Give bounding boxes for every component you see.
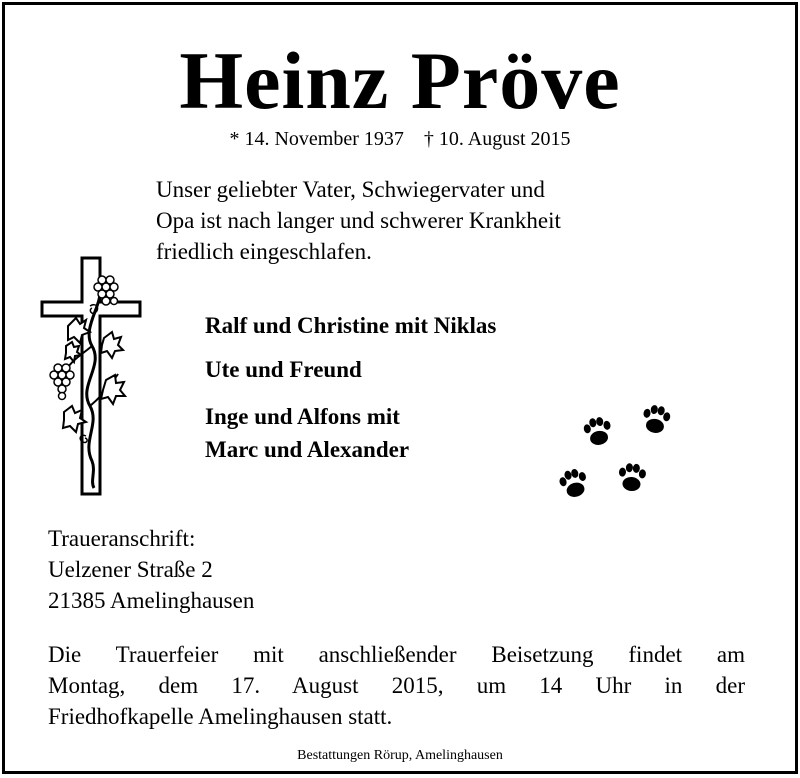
funeral-service-text	[48, 639, 745, 732]
address-label: Traueranschrift:	[48, 526, 196, 551]
family-line: Inge und Alfons mit	[205, 404, 400, 429]
intro-line: friedlich eingeschlafen.	[156, 239, 372, 264]
birth-date: * 14. November 1937	[229, 128, 404, 150]
family-line: Ute und Freund	[205, 357, 362, 382]
intro-text	[156, 174, 676, 267]
address-city: 21385 Amelinghausen	[48, 588, 255, 613]
family-line: Marc und Alexander	[205, 437, 410, 462]
intro-line: Opa ist nach langer und schwerer Krankheit	[156, 208, 561, 233]
intro-line: Unser geliebter Vater, Schwiegervater und	[156, 177, 545, 202]
deceased-name: Heinz Pröve	[179, 35, 621, 126]
undertaker-credit: Bestattungen Rörup, Amelinghausen	[297, 748, 503, 763]
service-line: Die Trauerfeier mit anschließender Beisetzung findet am	[48, 642, 745, 667]
paw-prints-icon	[552, 400, 682, 504]
family-line: Ralf und Christine mit Niklas	[205, 313, 497, 338]
cross-with-grapevine-icon	[40, 256, 144, 496]
mourning-address	[48, 523, 448, 616]
death-date: † 10. August 2015	[423, 128, 571, 150]
life-dates	[0, 126, 800, 152]
service-line: Montag, dem 17. August 2015, um 14 Uhr in der	[48, 673, 745, 698]
address-street: Uelzener Straße 2	[48, 557, 213, 582]
service-line: Friedhofkapelle Amelinghausen statt.	[48, 704, 393, 729]
